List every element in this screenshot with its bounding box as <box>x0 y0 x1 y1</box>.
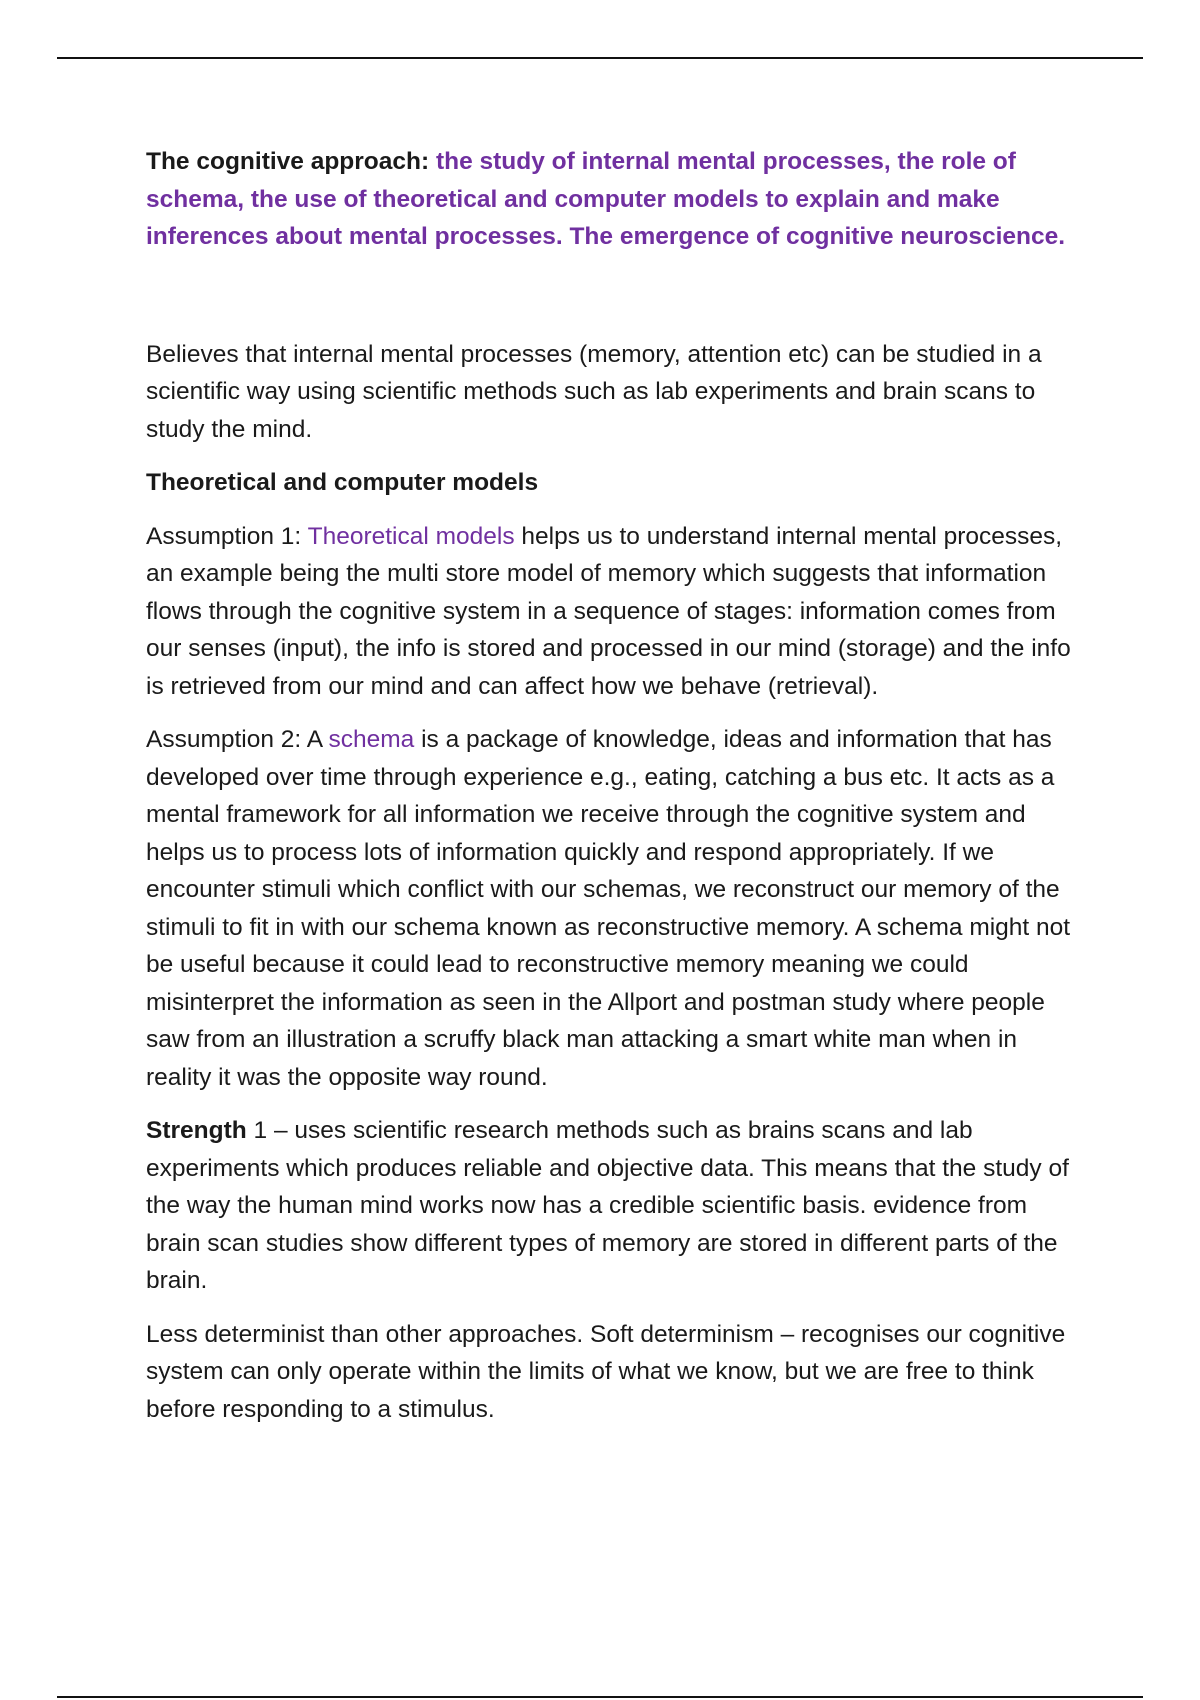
title-label: The cognitive approach: <box>146 148 430 175</box>
assumption-2-term: schema <box>328 726 415 753</box>
assumption-2-paragraph <box>146 721 1076 1096</box>
header-rule <box>57 57 1143 59</box>
section-heading: Theoretical and computer models <box>146 469 539 496</box>
footer-rule <box>57 1696 1143 1698</box>
assumption-1-term: Theoretical models <box>307 522 515 550</box>
assumption-2-prefix: Assumption 2: A <box>146 726 329 753</box>
title-paragraph <box>146 143 1076 256</box>
determinism-paragraph: Less determinist than other approaches. Soft determinism – recognises our cognitive system can only operate within the limits of what we know, but we are free to think before responding to a stimulus. <box>146 1320 1066 1423</box>
assumption-1-prefix: Assumption 1: <box>146 522 308 550</box>
assumption-1-paragraph <box>146 518 1076 706</box>
title-subtitle: the study of internal mental processes, the role of schema, the use of theoretical and computer models to explain and make inferences about mental processes. The emergence of cognitive neuroscience. <box>146 148 1066 250</box>
assumption-2-text: is a package of knowledge, ideas and information that has developed over time through experience e.g., eating, catching a bus etc. It acts as a mental framework for all information we receive through the cognitive system and helps us to process lots of information quickly and respond appropriately. If we encounter stimuli which conflict with our schemas, we reconstruct our memory of the stimuli to fit in with our schema known as reconstructive memory. A schema might not be useful because it could lead to reconstructive memory meaning we could misinterpret the information as seen in the Allport and postman study where people saw from an illustration a scruffy black man attacking a smart white man when in reality it was the opposite way round. <box>146 726 1071 1091</box>
document-body <box>146 143 1076 1444</box>
spacer <box>146 256 1076 336</box>
strength-1-label: Strength <box>146 1117 247 1144</box>
intro-paragraph: Believes that internal mental processes (memory, attention etc) can be studied in a scientific way using scientific methods such as lab experiments and brain scans to study the mind. <box>146 340 1042 443</box>
strength-1-paragraph <box>146 1112 1076 1300</box>
assumption-1-text: helps us to understand internal mental processes, an example being the multi store model of memory which suggests that information flows through the cognitive system in a sequence of stages: information comes from our senses (input), the info is stored and processed in our mind (storage) and the info is retrieved from our mind and can affect how we behave (retrieval). <box>146 522 1071 700</box>
strength-1-text: 1 – uses scientific research methods such as brains scans and lab experiments which produces reliable and objective data. This means that the study of the way the human mind works now has a credible scientific basis. evidence from brain scan studies show different types of memory are stored in different parts of the brain. <box>146 1117 1069 1294</box>
